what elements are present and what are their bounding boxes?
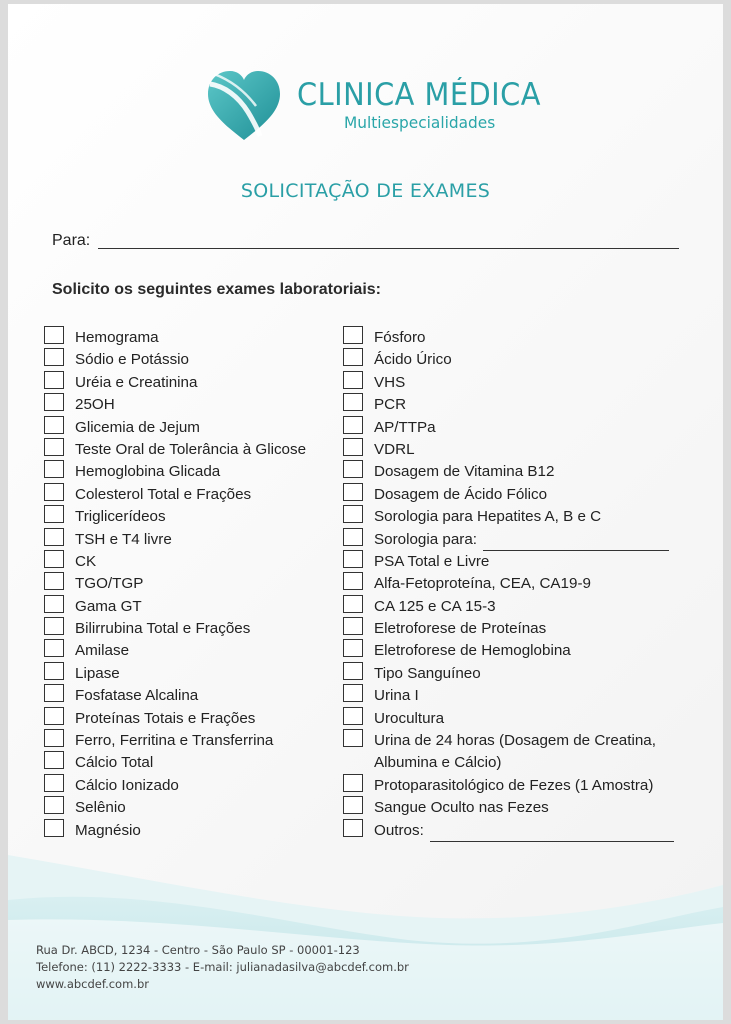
exam-checkbox[interactable]: [44, 819, 64, 837]
exam-checkbox[interactable]: [343, 528, 363, 546]
exam-label: PSA Total e Livre: [374, 552, 490, 570]
exam-checkbox[interactable]: [343, 707, 363, 725]
exam-label: Fosfatase Alcalina: [75, 687, 199, 705]
footer-contact: [36, 942, 409, 993]
exam-checkbox[interactable]: [343, 617, 363, 635]
recipient-input-line[interactable]: [98, 248, 679, 249]
exam-checkbox[interactable]: [343, 572, 363, 590]
footer-website: www.abcdef.com.br: [36, 977, 149, 991]
exam-label: Colesterol Total e Frações: [75, 485, 252, 503]
exam-label: Fósforo: [374, 329, 426, 346]
exam-label: Amilase: [75, 642, 130, 660]
exam-checkbox[interactable]: [343, 348, 363, 366]
write-in-line[interactable]: [483, 536, 669, 551]
exam-checkbox[interactable]: [44, 528, 64, 546]
exam-label: Eletroforese de Proteínas: [374, 620, 547, 638]
exam-label: Uréia e Creatinina: [75, 373, 198, 391]
exam-label: Sódio e Potássio: [75, 351, 189, 369]
exam-checkbox[interactable]: [343, 393, 363, 411]
exam-checkbox[interactable]: [44, 438, 64, 456]
exam-checkbox[interactable]: [343, 483, 363, 501]
footer-contact-info: Telefone: (11) 2222-3333 - E-mail: julianadasilva@abcdef.com.br: [36, 960, 409, 974]
intro-text: Solicito os seguintes exames laboratoriais:: [52, 281, 381, 298]
exam-label: Urina de 24 horas (Dosagem de Creatina, Albumina e Cálcio): [374, 732, 656, 772]
exam-checkbox[interactable]: [44, 617, 64, 635]
exam-checkbox[interactable]: [343, 796, 363, 814]
exam-checkbox[interactable]: [44, 639, 64, 657]
document-title: SOLICITAÇÃO DE EXAMES: [240, 180, 491, 202]
exam-label: Urina I: [374, 687, 419, 705]
exam-label: Dosagem de Vitamina B12: [374, 463, 555, 481]
exam-label: 25OH: [75, 396, 115, 414]
exam-checkbox[interactable]: [44, 662, 64, 680]
recipient-label: Para:: [52, 232, 91, 249]
exam-checkbox[interactable]: [343, 595, 363, 613]
exam-label: CK: [75, 552, 97, 570]
exam-checkbox[interactable]: [44, 460, 64, 478]
exam-label: Sorologia para Hepatites A, B e C: [374, 508, 602, 526]
exam-label: Outros:: [374, 820, 674, 842]
exam-checkbox[interactable]: [44, 595, 64, 613]
exam-label: Teste Oral de Tolerância à Glicose: [75, 440, 307, 458]
exam-checkbox[interactable]: [44, 416, 64, 434]
exam-checkbox[interactable]: [343, 460, 363, 478]
exam-label: Urocultura: [374, 709, 445, 727]
exam-label: Hemograma: [75, 329, 159, 346]
exam-checkbox[interactable]: [343, 505, 363, 523]
decorative-wave: [8, 845, 723, 1020]
exam-label: TSH e T4 livre: [75, 530, 172, 548]
exam-label: Bilirrubina Total e Frações: [75, 620, 251, 638]
exam-label: VDRL: [374, 440, 415, 458]
exam-checkbox[interactable]: [44, 326, 64, 344]
exam-label: Hemoglobina Glicada: [75, 463, 221, 481]
exam-label: Ferro, Ferritina e Transferrina: [75, 732, 274, 750]
exam-checkbox[interactable]: [44, 707, 64, 725]
exam-label: CA 125 e CA 15-3: [374, 597, 496, 615]
exam-label: Dosagem de Ácido Fólico: [374, 485, 548, 503]
exam-checkbox[interactable]: [343, 819, 363, 837]
exam-label: Glicemia de Jejum: [75, 418, 200, 436]
exam-label: Magnésio: [75, 821, 141, 839]
exam-checkbox[interactable]: [343, 729, 363, 747]
exam-label: Triglicerídeos: [75, 508, 166, 526]
brand-subtitle: Multiespecialidades: [344, 113, 496, 132]
exam-label: Tipo Sanguíneo: [374, 664, 481, 682]
heart-logo-icon: [204, 66, 284, 144]
exam-label: Selênio: [75, 799, 126, 817]
exam-checkbox[interactable]: [343, 371, 363, 389]
exam-checkbox[interactable]: [44, 729, 64, 747]
exam-checkbox[interactable]: [44, 348, 64, 366]
exam-label: Sangue Oculto nas Fezes: [374, 799, 549, 817]
exam-label: AP/TTPa: [374, 418, 436, 436]
exam-checkbox[interactable]: [44, 774, 64, 792]
exam-checkbox[interactable]: [44, 572, 64, 590]
exam-label: Gama GT: [75, 597, 142, 615]
exam-label: Proteínas Totais e Frações: [75, 709, 256, 727]
exam-checkbox[interactable]: [44, 751, 64, 769]
exam-checkbox[interactable]: [343, 326, 363, 344]
exam-checkbox[interactable]: [343, 438, 363, 456]
exam-label: Sorologia para:: [374, 529, 669, 551]
exam-request-form: [8, 4, 723, 1020]
exam-checkbox[interactable]: [44, 796, 64, 814]
exam-label: Cálcio Ionizado: [75, 776, 179, 794]
exam-label: Protoparasitológico de Fezes (1 Amostra): [374, 777, 654, 795]
exam-checkbox[interactable]: [343, 684, 363, 702]
exam-label: VHS: [374, 373, 406, 391]
exam-label: Ácido Úrico: [374, 351, 452, 369]
exam-label: Cálcio Total: [75, 754, 154, 772]
write-in-line[interactable]: [430, 827, 674, 842]
exam-checkbox[interactable]: [343, 550, 363, 568]
exam-label: Lipase: [75, 664, 120, 682]
exam-label: Eletroforese de Hemoglobina: [374, 642, 571, 660]
exam-checkbox[interactable]: [44, 550, 64, 568]
exam-checkbox[interactable]: [44, 483, 64, 501]
exam-checkbox[interactable]: [343, 639, 363, 657]
brand-name: CLINICA MÉDICA: [297, 77, 541, 113]
exam-checkbox[interactable]: [44, 684, 64, 702]
exam-checkbox[interactable]: [44, 505, 64, 523]
exam-checkbox[interactable]: [343, 662, 363, 680]
exam-checkbox[interactable]: [44, 371, 64, 389]
exam-label: TGO/TGP: [75, 575, 144, 593]
exam-checkbox[interactable]: [343, 774, 363, 792]
exam-label: PCR: [374, 396, 407, 414]
exam-checkbox[interactable]: [343, 416, 363, 434]
footer-address: Rua Dr. ABCD, 1234 - Centro - São Paulo SP - 00001-123: [36, 943, 360, 957]
exam-label: Alfa-Fetoproteína, CEA, CA19-9: [374, 575, 591, 593]
exam-checkbox[interactable]: [44, 393, 64, 411]
